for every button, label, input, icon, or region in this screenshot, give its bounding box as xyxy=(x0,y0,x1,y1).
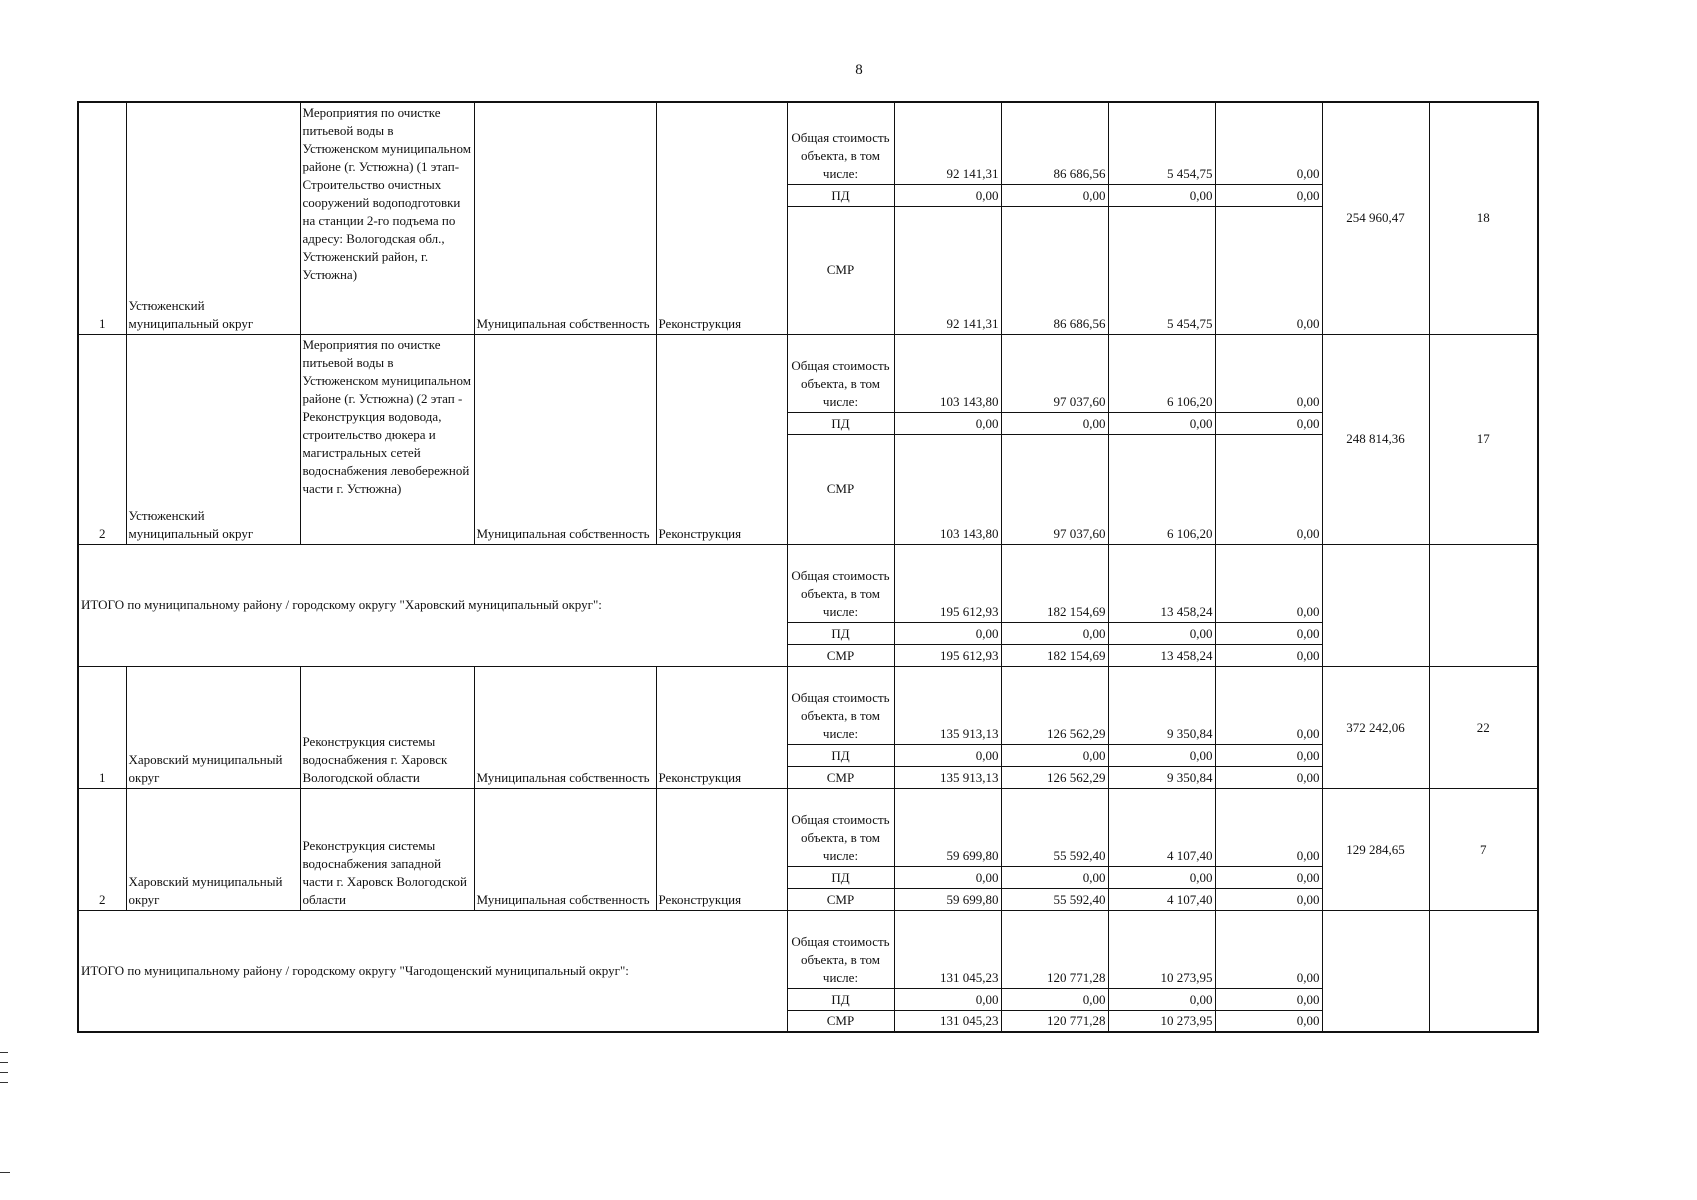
value-cell: 135 913,13 xyxy=(894,766,1001,788)
pd-label: ПД xyxy=(787,744,894,766)
extra-count-cell: 17 xyxy=(1429,334,1538,544)
value-cell: 9 350,84 xyxy=(1108,666,1215,744)
value-cell: 5 454,75 xyxy=(1108,102,1215,184)
value-cell: 0,00 xyxy=(1215,1010,1322,1032)
work-type-cell: Реконструкция xyxy=(656,666,787,788)
scan-margin-marks xyxy=(0,1052,8,1092)
smr-label: СМР xyxy=(787,644,894,666)
value-cell: 13 458,24 xyxy=(1108,644,1215,666)
margin-tick xyxy=(0,1172,10,1173)
smr-label: СМР xyxy=(787,766,894,788)
value-cell: 0,00 xyxy=(1108,622,1215,644)
value-cell: 10 273,95 xyxy=(1108,910,1215,988)
total-cost-label: Общая стоимость объекта, в том числе: xyxy=(787,910,894,988)
work-type-cell: Реконструкция xyxy=(656,102,787,334)
value-cell: 4 107,40 xyxy=(1108,788,1215,866)
value-cell: 0,00 xyxy=(1215,866,1322,888)
value-cell: 0,00 xyxy=(1001,412,1108,434)
value-cell: 86 686,56 xyxy=(1001,102,1108,184)
row-number: 2 xyxy=(78,788,126,910)
object-name-cell: Реконструкция системы водоснабжения г. Харовск Вологодской области xyxy=(300,666,474,788)
value-cell: 5 454,75 xyxy=(1108,206,1215,334)
value-cell: 126 562,29 xyxy=(1001,766,1108,788)
value-cell: 103 143,80 xyxy=(894,334,1001,412)
value-cell: 0,00 xyxy=(1215,622,1322,644)
value-cell: 0,00 xyxy=(894,866,1001,888)
value-cell: 0,00 xyxy=(1215,888,1322,910)
extra-value-cell: 248 814,36 xyxy=(1322,334,1429,544)
total-label: ИТОГО по муниципальному району / городскому округу "Чагодощенский муниципальный округ": xyxy=(78,910,787,1032)
empty-cell xyxy=(1322,544,1429,666)
smr-label: СМР xyxy=(787,434,894,544)
value-cell: 131 045,23 xyxy=(894,910,1001,988)
margin-tick xyxy=(0,1072,8,1073)
ownership-cell: Муниципальная собственность xyxy=(474,666,656,788)
margin-tick xyxy=(0,1052,8,1053)
pd-label: ПД xyxy=(787,866,894,888)
value-cell: 55 592,40 xyxy=(1001,788,1108,866)
value-cell: 0,00 xyxy=(1108,412,1215,434)
value-cell: 131 045,23 xyxy=(894,1010,1001,1032)
district-cell: Устюженский муниципальный округ xyxy=(126,334,300,544)
smr-label: СМР xyxy=(787,888,894,910)
value-cell: 0,00 xyxy=(1215,412,1322,434)
value-cell: 0,00 xyxy=(1215,644,1322,666)
extra-value-cell: 372 242,06 xyxy=(1322,666,1429,788)
page-number: 8 xyxy=(855,62,863,78)
value-cell: 0,00 xyxy=(1001,622,1108,644)
empty-cell xyxy=(1429,910,1538,1032)
value-cell: 97 037,60 xyxy=(1001,334,1108,412)
pd-label: ПД xyxy=(787,412,894,434)
value-cell: 0,00 xyxy=(894,988,1001,1010)
value-cell: 55 592,40 xyxy=(1001,888,1108,910)
value-cell: 120 771,28 xyxy=(1001,1010,1108,1032)
value-cell: 0,00 xyxy=(1215,102,1322,184)
object-name-cell: Мероприятия по очистке питьевой воды в Устюженском муниципальном районе (г. Устюжна) (2 этап - Реконструкция водовода, строительство дюкера и магистральных сетей водоснабжения левобережной части г. Устюжна) xyxy=(300,334,474,544)
value-cell: 0,00 xyxy=(1215,184,1322,206)
total-cost-label: Общая стоимость объекта, в том числе: xyxy=(787,334,894,412)
value-cell: 0,00 xyxy=(894,184,1001,206)
table-row xyxy=(78,334,1538,412)
margin-tick xyxy=(0,1082,8,1083)
value-cell: 92 141,31 xyxy=(894,102,1001,184)
value-cell: 0,00 xyxy=(1108,866,1215,888)
value-cell: 0,00 xyxy=(1215,434,1322,544)
table-row xyxy=(78,788,1538,866)
district-cell: Харовский муниципальный округ xyxy=(126,788,300,910)
value-cell: 0,00 xyxy=(894,412,1001,434)
empty-cell xyxy=(1429,544,1538,666)
object-name-cell: Реконструкция системы водоснабжения западной части г. Харовск Вологодской области xyxy=(300,788,474,910)
total-cost-label: Общая стоимость объекта, в том числе: xyxy=(787,544,894,622)
value-cell: 0,00 xyxy=(1108,184,1215,206)
district-cell: Устюженский муниципальный округ xyxy=(126,102,300,334)
table-row xyxy=(78,102,1538,184)
value-cell: 182 154,69 xyxy=(1001,644,1108,666)
work-type-cell: Реконструкция xyxy=(656,788,787,910)
value-cell: 0,00 xyxy=(1215,744,1322,766)
row-number: 1 xyxy=(78,666,126,788)
smr-label: СМР xyxy=(787,1010,894,1032)
smr-label: СМР xyxy=(787,206,894,334)
value-cell: 86 686,56 xyxy=(1001,206,1108,334)
value-cell: 120 771,28 xyxy=(1001,910,1108,988)
value-cell: 103 143,80 xyxy=(894,434,1001,544)
ownership-cell: Муниципальная собственность xyxy=(474,334,656,544)
value-cell: 0,00 xyxy=(1001,744,1108,766)
value-cell: 126 562,29 xyxy=(1001,666,1108,744)
object-name-cell: Мероприятия по очистке питьевой воды в Устюженском муниципальном районе (г. Устюжна) (1 этап- Строительство очистных сооружений водоподготовки на станции 2-го подъема по адресу: Вологодская обл., Устюженский район, г. Устюжна) xyxy=(300,102,474,334)
value-cell: 97 037,60 xyxy=(1001,434,1108,544)
value-cell: 6 106,20 xyxy=(1108,334,1215,412)
value-cell: 0,00 xyxy=(1215,988,1322,1010)
district-cell: Харовский муниципальный округ xyxy=(126,666,300,788)
value-cell: 0,00 xyxy=(1001,988,1108,1010)
pd-label: ПД xyxy=(787,184,894,206)
ownership-cell: Муниципальная собственность xyxy=(474,788,656,910)
value-cell: 195 612,93 xyxy=(894,644,1001,666)
row-number: 2 xyxy=(78,334,126,544)
value-cell: 59 699,80 xyxy=(894,888,1001,910)
ownership-cell: Муниципальная собственность xyxy=(474,102,656,334)
table-row xyxy=(78,544,1538,622)
value-cell: 13 458,24 xyxy=(1108,544,1215,622)
value-cell: 0,00 xyxy=(1215,666,1322,744)
value-cell: 6 106,20 xyxy=(1108,434,1215,544)
value-cell: 0,00 xyxy=(1215,910,1322,988)
value-cell: 0,00 xyxy=(1215,788,1322,866)
total-label: ИТОГО по муниципальному району / городскому округу "Харовский муниципальный округ": xyxy=(78,544,787,666)
value-cell: 59 699,80 xyxy=(894,788,1001,866)
extra-count-cell: 7 xyxy=(1429,788,1538,910)
empty-cell xyxy=(1322,910,1429,1032)
value-cell: 0,00 xyxy=(1108,744,1215,766)
value-cell: 195 612,93 xyxy=(894,544,1001,622)
total-cost-label: Общая стоимость объекта, в том числе: xyxy=(787,666,894,744)
extra-value-cell: 129 284,65 xyxy=(1322,788,1429,910)
extra-count-cell: 18 xyxy=(1429,102,1538,334)
value-cell: 0,00 xyxy=(1108,988,1215,1010)
value-cell: 0,00 xyxy=(1215,334,1322,412)
budget-table xyxy=(77,101,1539,1033)
value-cell: 0,00 xyxy=(894,622,1001,644)
value-cell: 92 141,31 xyxy=(894,206,1001,334)
value-cell: 0,00 xyxy=(1001,866,1108,888)
extra-count-cell: 22 xyxy=(1429,666,1538,788)
value-cell: 0,00 xyxy=(1215,206,1322,334)
total-cost-label: Общая стоимость объекта, в том числе: xyxy=(787,788,894,866)
value-cell: 0,00 xyxy=(894,744,1001,766)
extra-value-cell: 254 960,47 xyxy=(1322,102,1429,334)
value-cell: 0,00 xyxy=(1001,184,1108,206)
value-cell: 4 107,40 xyxy=(1108,888,1215,910)
work-type-cell: Реконструкция xyxy=(656,334,787,544)
value-cell: 0,00 xyxy=(1215,544,1322,622)
value-cell: 9 350,84 xyxy=(1108,766,1215,788)
table-row xyxy=(78,666,1538,744)
pd-label: ПД xyxy=(787,622,894,644)
row-number: 1 xyxy=(78,102,126,334)
pd-label: ПД xyxy=(787,988,894,1010)
value-cell: 135 913,13 xyxy=(894,666,1001,744)
total-cost-label: Общая стоимость объекта, в том числе: xyxy=(787,102,894,184)
table-row xyxy=(78,910,1538,988)
margin-tick xyxy=(0,1062,8,1063)
value-cell: 10 273,95 xyxy=(1108,1010,1215,1032)
value-cell: 0,00 xyxy=(1215,766,1322,788)
value-cell: 182 154,69 xyxy=(1001,544,1108,622)
